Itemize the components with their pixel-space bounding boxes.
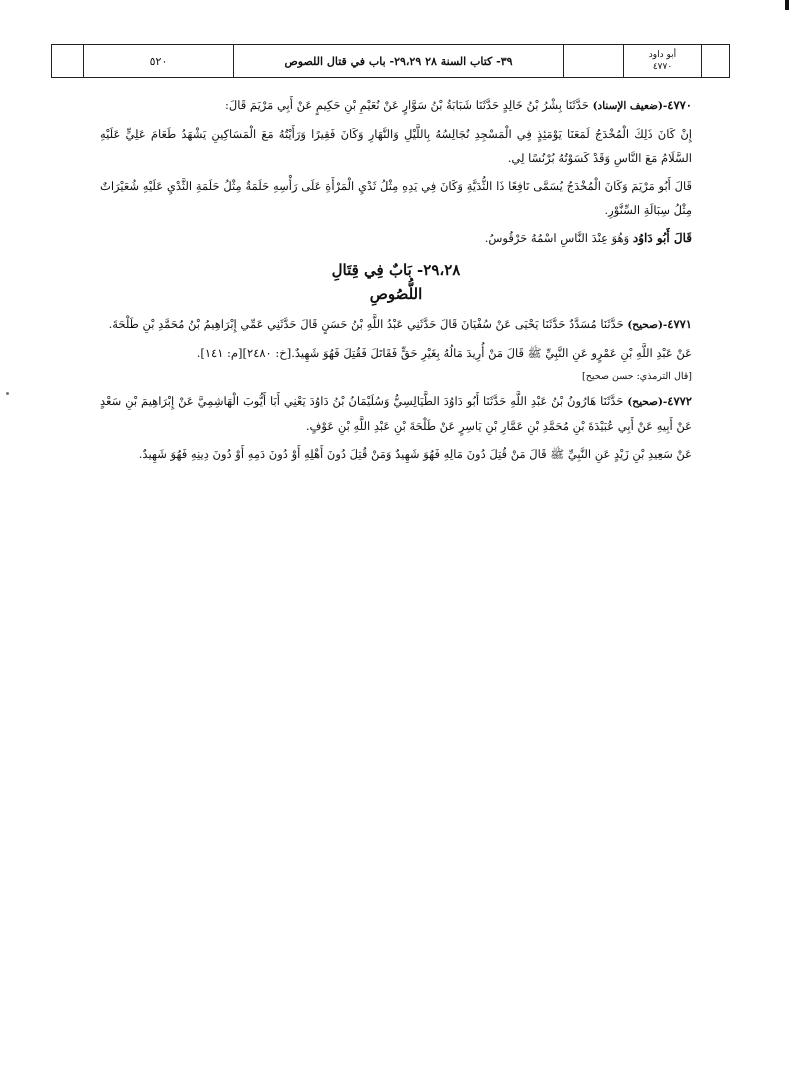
abu-dawud-comment: وَهُوَ عِنْدَ النَّاسِ اسْمُهُ حَرْقُوسُ. <box>484 231 633 245</box>
hadith-4770-text-1: إِنْ كَانَ ذَلِكَ الْمُخْدَجُ لَمَعَنَا يَوْمَئِذٍ فِي الْمَسْجِدِ نُجَالِسُهُ بِاللَّيْلِ وَالنَّهَارِ وَكَانَ فَقِيرًا وَرَأَيْتُهُ مَعَ الْمَسَاكِينِ يَشْهَدُ طَعَامَ عَلِيٍّ عَلَيْهِ السَّلَامُ مَعَ النَّاسِ وَقَدْ كَسَوْتُهُ بُرْنُسًا لِي. <box>100 127 692 165</box>
header-author: أبو داود <box>648 50 677 60</box>
hadith-4771-text: عَنْ عَبْدِ اللَّهِ بْنِ عَمْرٍو عَنِ النَّبِيِّ ﷺ قَالَ مَنْ أُرِيدَ مَالُهُ بِغَيْرِ حَقٍّ فَقَاتَلَ فَقُتِلَ فَهُوَ شَهِيدٌ.[خ: ٢٤٨٠][م: ١٤١]. <box>196 346 692 360</box>
isnad-text: حَدَّثَنَا هَارُونُ بْنُ عَبْدِ اللَّهِ حَدَّثَنَا أَبُو دَاوُدَ الطَّيَالِسِيُّ وَسُلَيْمَانُ بْنُ دَاوُدَ يَعْنِي أَبَا أَيُّوبَ الْهَاشِمِيَّ عَنْ إِبْرَاهِيمَ بْنِ سَعْدٍ عَنْ أَبِيهِ عَنْ أَبِي عُبَيْدَةَ بْنِ مُحَمَّدِ بْنِ عَمَّارِ بْنِ يَاسِرٍ عَنْ طَلْحَةَ بْنِ عَبْدِ اللَّهِ بْنِ عَوْفٍ. <box>100 394 692 433</box>
book-title-text: ٣٩- كتاب السنة ٢٨ ٢٩،٢٩- باب في قتال اللصوص <box>284 54 513 68</box>
chapter-heading-line-1: ٢٩،٢٨- بَابٌ فِي قِتَالِ <box>331 261 461 279</box>
page-header-table <box>51 44 730 78</box>
tirmidhi-note: [قال الترمذي: حسن صحيح] <box>582 371 692 382</box>
page-number-text: ٥٢٠ <box>149 54 168 68</box>
page-content <box>100 93 692 470</box>
hadith-grade: -(صحيح) <box>627 319 668 331</box>
header-book-title <box>233 45 563 77</box>
hadith-grade: -(صحيح) <box>627 396 668 408</box>
isnad-text: حَدَّثَنَا مُسَدَّدٌ حَدَّثَنَا يَحْيَى عَنْ سُفْيَانَ قَالَ حَدَّثَنِي عَبْدُ اللَّهِ بْنُ حَسَنٍ قَالَ حَدَّثَنِي عَمِّي إِبْرَاهِيمُ بْنُ مُحَمَّدِ بْنِ طَلْحَةَ. <box>108 317 628 331</box>
header-cell-empty-left <box>52 45 83 77</box>
hadith-4770-abu-dawud <box>100 226 692 250</box>
hadith-number: ٤٧٧١ <box>667 317 692 331</box>
header-cell-reference <box>623 45 701 77</box>
hadith-number: ٤٧٧٠ <box>667 98 692 112</box>
hadith-4772-isnad <box>100 389 692 438</box>
hadith-4771-isnad <box>100 312 692 337</box>
corner-mark <box>785 0 789 10</box>
hadith-4770-text-2: قَالَ أَبُو مَرْيَمَ وَكَانَ الْمُخْدَجُ يُسَمَّى نَافِعًا ذَا الثُّدَيَّةِ وَكَانَ فِي يَدِهِ مِثْلُ ثَدْيِ الْمَرْأَةِ عَلَى رَأْسِهِ حَلَمَةٌ مِثْلُ حَلَمَةِ الثَّدْيِ عَلَيْهِ شُعَيْرَاتٌ مِثْلُ سِبَالَةِ السِّنَّوْرِ. <box>100 179 692 217</box>
hadith-4772-text: عَنْ سَعِيدِ بْنِ زَيْدٍ عَنِ النَّبِيِّ ﷺ قَالَ مَنْ قُتِلَ دُونَ مَالِهِ فَهُوَ شَهِيدٌ وَمَنْ قُتِلَ دُونَ أَهْلِهِ أَوْ دُونَ دَمِهِ أَوْ دُونَ دِينِهِ فَهُوَ شَهِيدٌ. <box>138 447 692 461</box>
chapter-heading-line-2: اللُّصُوصِ <box>369 285 423 303</box>
hadith-grade: -(ضعيف الإسناد) <box>592 100 668 112</box>
hadith-4770-isnad <box>100 93 692 118</box>
margin-dot <box>6 392 9 395</box>
hadith-number: ٤٧٧٢ <box>667 394 692 408</box>
header-page-number <box>83 45 233 77</box>
abu-dawud-label: قَالَ أَبُو دَاوُد <box>632 231 692 245</box>
isnad-text: حَدَّثَنَا بِشْرُ بْنُ خَالِدٍ حَدَّثَنَا شَبَابَةُ بْنُ سَوَّارٍ عَنْ نُعَيْمِ بْنِ حَكِيمٍ عَنْ أَبِي مَرْيَمَ قَالَ: <box>225 98 593 112</box>
header-cell-empty <box>563 45 623 77</box>
header-ref-number: ٤٧٧٠ <box>652 62 673 72</box>
header-cell-empty-right <box>701 45 729 77</box>
